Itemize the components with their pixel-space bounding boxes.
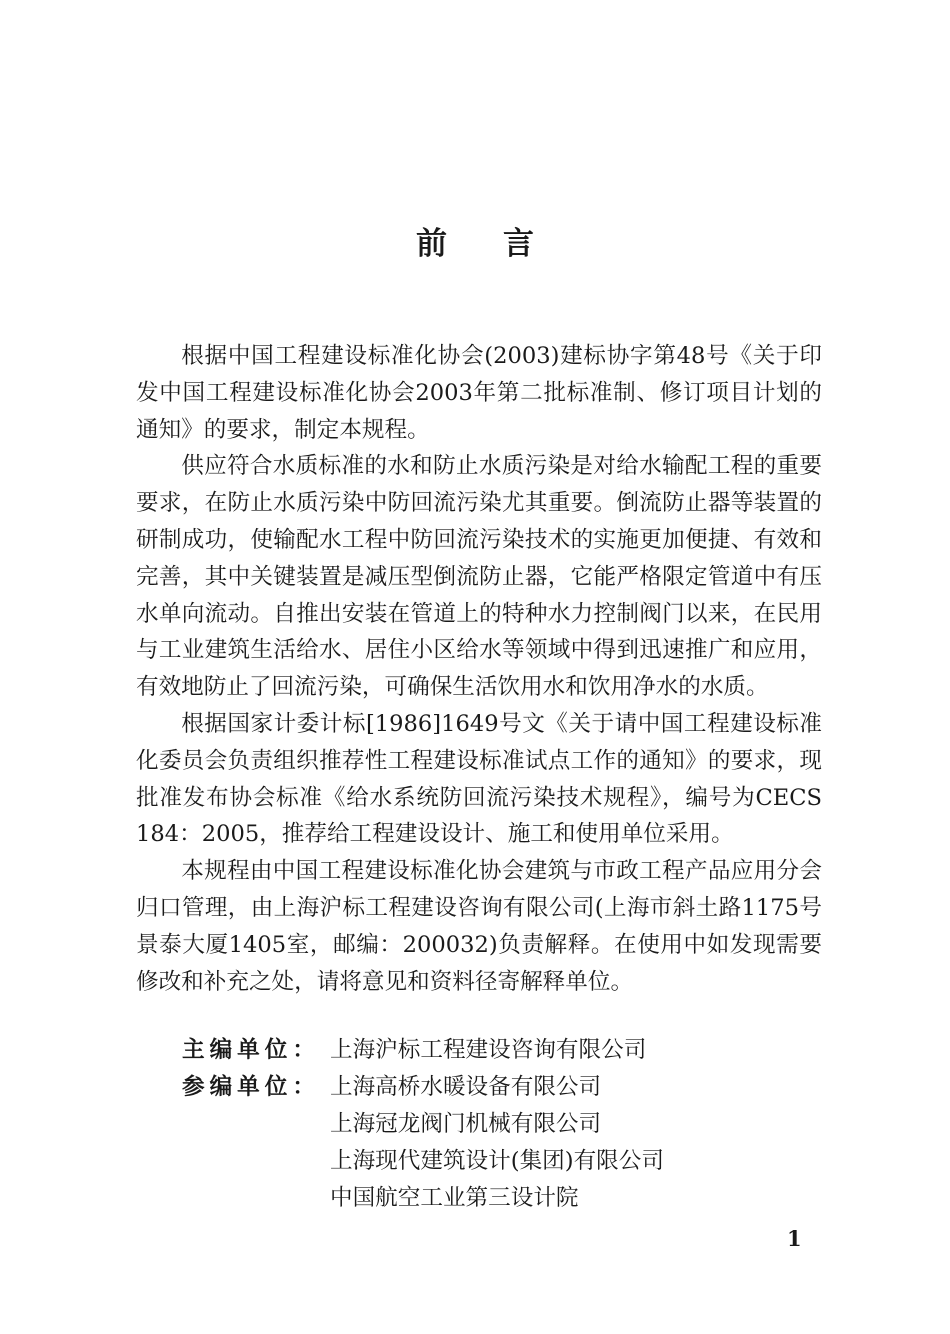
paragraph-4: 本规程由中国工程建设标准化协会建筑与市政工程产品应用分会归口管理，由上海沪标工程建设咨询有限公司(上海市斜土路1175号景泰大厦1405室，邮编：200032)负责解释。在使用中如发现需要修改和补充之处，请将意见和资料径寄解释单位。	[136, 858, 822, 995]
chief-editor-unit: 上海沪标工程建设咨询有限公司	[330, 1037, 647, 1063]
participating-unit: 上海冠龙阀门机械有限公司	[330, 1111, 602, 1137]
participating-unit: 上海高桥水暖设备有限公司	[330, 1074, 602, 1100]
participating-units	[330, 1069, 664, 1217]
participating-label: 参编单位：	[182, 1074, 320, 1100]
participating-unit: 中国航空工业第三设计院	[330, 1185, 579, 1211]
participating-row	[182, 1069, 664, 1217]
paragraph-1: 根据中国工程建设标准化协会(2003)建标协字第48号《关于印发中国工程建设标准化协会2003年第二批标准制、修订项目计划的通知》的要求，制定本规程。	[136, 343, 822, 443]
paragraph-2: 供应符合水质标准的水和防止水质污染是对给水输配工程的重要要求，在防止水质污染中防回流污染尤其重要。倒流防止器等装置的研制成功，使输配水工程中防回流污染技术的实施更加便捷、有效和完善，其中关键装置是减压型倒流防止器，它能严格限定管道中有压水单向流动。自推出安装在管道上的特种水力控制阀门以来，在民用与工业建筑生活给水、居住小区给水等领域中得到迅速推广和应用，有效地防止了回流污染，可确保生活饮用水和饮用净水的水质。	[136, 453, 822, 701]
chief-editor-row	[182, 1032, 664, 1069]
page-number: 1	[787, 1226, 802, 1251]
chief-editor-label: 主编单位：	[182, 1037, 320, 1063]
participating-unit: 上海现代建筑设计(集团)有限公司	[330, 1148, 664, 1174]
preface-body	[136, 338, 822, 1000]
units-list	[182, 1032, 664, 1217]
page-title: 前言	[416, 226, 590, 262]
paragraph-3: 根据国家计委计标[1986]1649号文《关于请中国工程建设标准化委员会负责组织推荐性工程建设标准试点工作的通知》的要求，现批准发布协会标准《给水系统防回流污染技术规程》，编号为CECS 184：2005，推荐给工程建设设计、施工和使用单位采用。	[136, 710, 822, 848]
